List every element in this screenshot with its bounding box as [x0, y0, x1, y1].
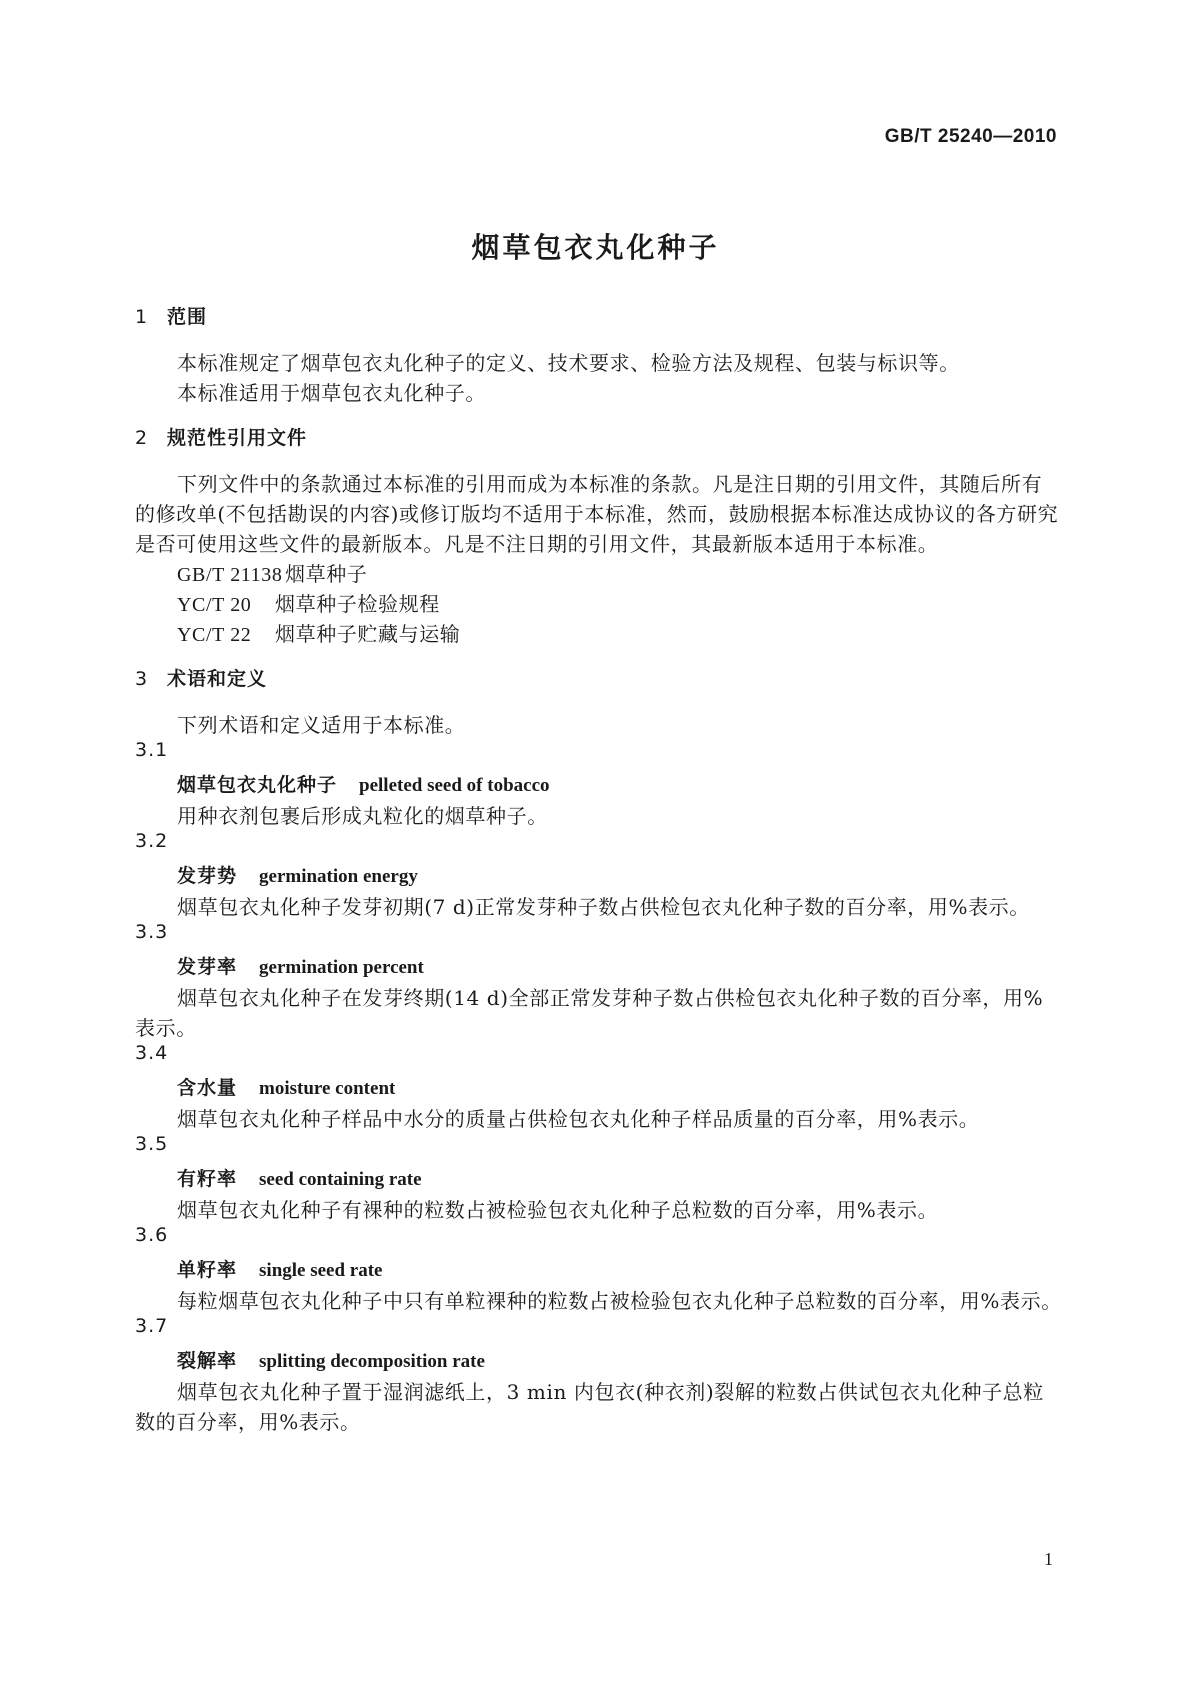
term-chinese: 有籽率: [177, 1168, 238, 1190]
term-english: pelleted seed of tobacco: [359, 775, 550, 796]
term-entry: [177, 861, 418, 888]
term-definition: 烟草包衣丸化种子在发芽终期(14 d)全部正常发芽种子数占供检包衣丸化种子数的百分率，用%: [177, 986, 1044, 1010]
clause-number: 3.6: [135, 1224, 169, 1246]
clause-number: 3.3: [135, 921, 169, 943]
term-chinese: 发芽率: [177, 956, 238, 978]
section-number: 2: [135, 427, 149, 449]
term-chinese: 单籽率: [177, 1259, 238, 1281]
term-chinese: 发芽势: [177, 865, 238, 887]
paragraph-line: 的修改单(不包括勘误的内容)或修订版均不适用于本标准，然而，鼓励根据本标准达成协议的各方研究: [135, 502, 1059, 526]
term-chinese: 含水量: [177, 1077, 238, 1099]
clause-number: 3.5: [135, 1133, 169, 1155]
paragraph-line: 是否可使用这些文件的最新版本。凡是不注日期的引用文件，其最新版本适用于本标准。: [135, 532, 939, 556]
term-english: seed containing rate: [259, 1169, 422, 1190]
section-number: 1: [135, 306, 149, 328]
term-english: moisture content: [259, 1078, 396, 1099]
term-definition: 烟草包衣丸化种子置于湿润滤纸上，3 min 内包衣(种衣剂)裂解的粒数占供试包衣丸化种子总粒: [177, 1380, 1044, 1404]
term-entry: [177, 770, 550, 797]
term-definition: 烟草包衣丸化种子有裸种的粒数占被检验包衣丸化种子总粒数的百分率，用%表示。: [177, 1198, 939, 1222]
term-english: single seed rate: [259, 1260, 383, 1281]
term-definition: 烟草包衣丸化种子发芽初期(7 d)正常发芽种子数占供检包衣丸化种子数的百分率，用%表示。: [177, 895, 1030, 919]
term-definition-continued: 数的百分率，用%表示。: [135, 1410, 361, 1434]
section-title: 范围: [167, 306, 208, 328]
document-title: 烟草包衣丸化种子: [471, 231, 720, 264]
clause-number: 3.2: [135, 830, 169, 852]
reference-item: [177, 558, 367, 587]
term-english: splitting decomposition rate: [259, 1351, 485, 1372]
term-definition: 烟草包衣丸化种子样品中水分的质量占供检包衣丸化种子样品质量的百分率，用%表示。: [177, 1107, 980, 1131]
reference-title: 烟草种子检验规程: [275, 592, 440, 616]
paragraph: 本标准适用于烟草包衣丸化种子。: [177, 381, 486, 405]
page-number: 1: [1044, 1549, 1053, 1569]
paragraph: 下列术语和定义适用于本标准。: [177, 713, 466, 737]
paragraph: 本标准规定了烟草包衣丸化种子的定义、技术要求、检验方法及规程、包装与标识等。: [177, 351, 960, 375]
paragraph-line: 下列文件中的条款通过本标准的引用而成为本标准的条款。凡是注日期的引用文件，其随后所有: [177, 472, 1043, 496]
section-number: 3: [135, 668, 149, 690]
reference-code: YC/T 20: [177, 594, 252, 616]
term-english: germination energy: [259, 866, 418, 887]
clause-number: 3.1: [135, 739, 169, 761]
term-english: germination percent: [259, 957, 424, 978]
term-definition-continued: 表示。: [135, 1016, 197, 1040]
term-entry: [177, 1073, 395, 1100]
term-chinese: 裂解率: [177, 1350, 238, 1372]
section-title: 术语和定义: [167, 668, 268, 690]
term-entry: [177, 952, 424, 979]
clause-number: 3.7: [135, 1315, 169, 1337]
section-title: 规范性引用文件: [167, 427, 308, 449]
term-entry: [177, 1255, 383, 1282]
reference-item: [177, 618, 460, 647]
term-entry: [177, 1164, 422, 1191]
term-entry: [177, 1346, 485, 1373]
term-chinese: 烟草包衣丸化种子: [177, 774, 338, 796]
clause-number: 3.4: [135, 1042, 169, 1064]
term-definition: 用种衣剂包裹后形成丸粒化的烟草种子。: [177, 804, 548, 828]
reference-title: 烟草种子贮藏与运输: [275, 622, 461, 646]
reference-code: YC/T 22: [177, 624, 252, 646]
reference-title: 烟草种子: [285, 562, 368, 586]
reference-code: GB/T 21138: [177, 564, 283, 586]
standard-code: GB/T 25240—2010: [884, 126, 1057, 147]
section-heading-normative-references: [135, 423, 307, 450]
reference-item: [177, 588, 440, 617]
section-heading-terms-definitions: [135, 664, 267, 691]
section-heading-scope: [135, 302, 207, 329]
term-definition: 每粒烟草包衣丸化种子中只有单粒裸种的粒数占被检验包衣丸化种子总粒数的百分率，用%表示。: [177, 1289, 1062, 1313]
